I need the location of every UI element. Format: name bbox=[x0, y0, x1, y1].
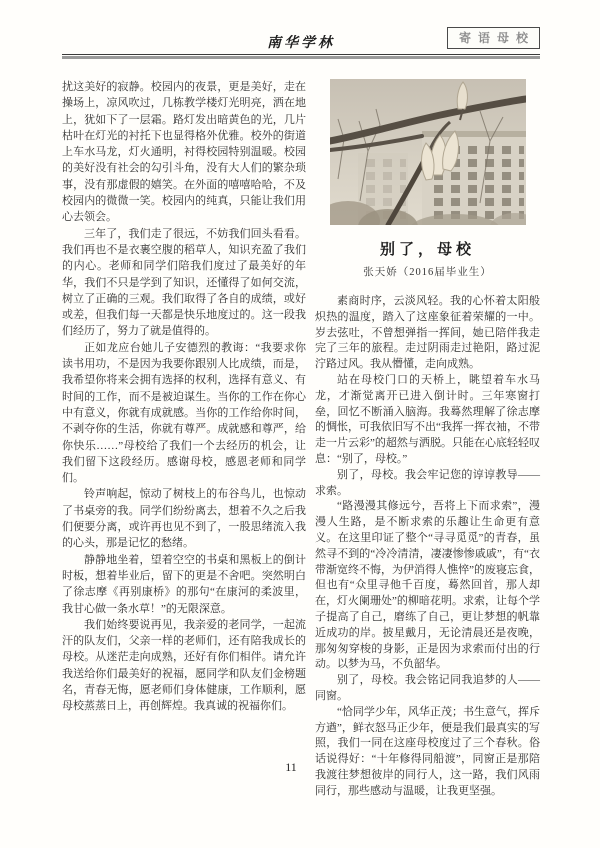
magnolia-photo-illustration bbox=[330, 79, 526, 225]
page-header bbox=[62, 26, 540, 52]
paragraph: 正如龙应台她儿子安德烈的教诲：“我要求你读书用功，不是因为我要你跟别人比成绩，而是，我希望你将来会拥有选择的权利，选择有意义、有时间的工作，而不是被迫谋生。当你的工作在你心中有意义，你就有成就感。当你的工作给你时间，不剥夺你的生活，你就有尊严。成就感和尊严，给你快乐……”母校给了我们一个去经历的机会，让我们留下这段经历。感谢母校，感恩老师和同学们。 bbox=[62, 341, 306, 485]
paragraph: 站在母校门口的天桥上，眺望着车水马龙，才渐觉离开已进入倒计时。三年寒窗打垒，回忆不断涌入脑海。我蓦然理解了徐志摩的惆怅，可我依旧写不出“我挥一挥衣袖，不带走一片云彩”的超然与洒脱。只能在心底轻轻叹息：“别了，母校。” bbox=[315, 373, 540, 465]
journal-title: 南华学林 bbox=[267, 36, 335, 51]
section-label: 寄语母校 bbox=[458, 31, 535, 45]
paragraph: 别了，母校。我会铭记同我追梦的人——同窗。 bbox=[315, 674, 540, 702]
paragraph: 我们始终要说再见，我亲爱的老同学，一起流汗的队友们，父亲一样的老师们，还有陪我成长的母校。从迷茫走向成熟，还好有你们相伴。请允许我送给你们最美好的祝福，愿同学和队友们金榜题名，青春无悔，愿老师们身体健康，工作顺利，愿母校蒸蒸日上，再创辉煌。我真诚的祝福你们。 bbox=[62, 618, 306, 713]
article-title: 别了，母校 bbox=[379, 242, 475, 258]
left-column bbox=[62, 79, 306, 800]
header-rule-thin bbox=[62, 54, 540, 55]
header-rule-thick bbox=[62, 56, 540, 59]
article-photo bbox=[330, 79, 526, 225]
paragraph: 扰这美好的寂静。校园内的夜景，更是美好，走在操场上，凉风吹过，几栋教学楼灯光明亮，洒在地上，犹如下了一层霜。路灯发出暗黄色的光，几片枯叶在灯光的衬托下也显得格外优雅。校外的街道上车水马龙，灯火通明，衬得校园特别温暖。校园的美好没有社会的勾引斗角，没有大人们的繁杂琐事，没有那虚假的嬉笑。在外面的嘻嘻哈哈，不及校园内的微微一笑。校园内的纯真，只能让我们用心去领会。 bbox=[62, 81, 306, 224]
article-body bbox=[62, 79, 540, 800]
paragraph: 铃声响起，惊动了树枝上的布谷鸟儿，也惊动了书桌旁的我。同学们纷纷离去，想着不久之后我们便要分离，或许再也见不到了，一股思绪流入我的心头，那是记忆的愁绪。 bbox=[62, 488, 306, 550]
right-column bbox=[315, 79, 540, 800]
paragraph: “路漫漫其修远兮，吾将上下而求索”，漫漫人生路，是不断求索的乐趣让生命更有意义。在这里印证了整个“寻寻觅觅”的青春，虽然寻不到的“冷冷清清，凄凄惨惨戚戚”，有“衣带渐宽终不悔，为伊消得人憔悴”的废寝忘食，但也有“众里寻他千百度，蓦然回首，那人却在，灯火阑珊处”的柳暗花明。求索，让每个学子提高了自己，磨练了自己，更让梦想的帆靠近成功的岸。披星戴月，无论清晨还是夜晚，那匆匆穿梭的身影，正是因为求索而付出的行动。以梦为马，不负韶华。 bbox=[315, 500, 540, 671]
page-number: 11 bbox=[285, 760, 297, 774]
paragraph: 素商时序，云淡风轻。我的心怀着太阳般炽热的温度，踏入了这座象征着荣耀的一中。岁去弦吐，不曾想弹指一挥间，她已陪伴我走完了三年的旅程。走过阴雨走过艳阳，路过泥泞路过风。我从懵懂，走向成熟。 bbox=[315, 295, 540, 371]
article-author: 张天娇（2016届毕业生） bbox=[363, 267, 492, 278]
header-rule bbox=[62, 54, 540, 59]
paragraph: 三年了，我们走了很远，不妨我们回头看看。我们再也不是衣裹空腹的稻草人，知识充盈了我们的内心。老师和同学们陪我们度过了最美好的年华，我们不只是学到了知识，还懂得了如何交流，树立了正确的三观。我们取得了各自的成绩，或好或差，但我们每一天都是快乐地度过的。这一段我们经历了，努力了就是值得的。 bbox=[62, 227, 306, 338]
section-label-box bbox=[447, 27, 540, 49]
paragraph: 别了，母校。我会牢记您的谆谆教导——求索。 bbox=[315, 468, 540, 497]
right-column-text bbox=[315, 294, 540, 800]
paragraph: “恰同学少年，风华正茂；书生意气，挥斥方遒”，鲜衣怒马正少年，便是我们最真实的写照，我们一同在这座母校度过了三个春秋。俗话说得好：“十年修得同船渡”，同窗正是那陪我渡往梦想彼岸的同行人，这一路，我们风雨同行，那些感动与温暖，让我更坚强。 bbox=[315, 705, 540, 797]
paragraph: 静静地坐着，望着空空的书桌和黑板上的倒计时板，想着毕业后，留下的更是不舍吧。突然明白了徐志摩《再别康桥》的那句“在康河的柔波里，我甘心做一条水草！”的无限深意。 bbox=[62, 553, 306, 615]
left-column-text bbox=[62, 79, 306, 715]
